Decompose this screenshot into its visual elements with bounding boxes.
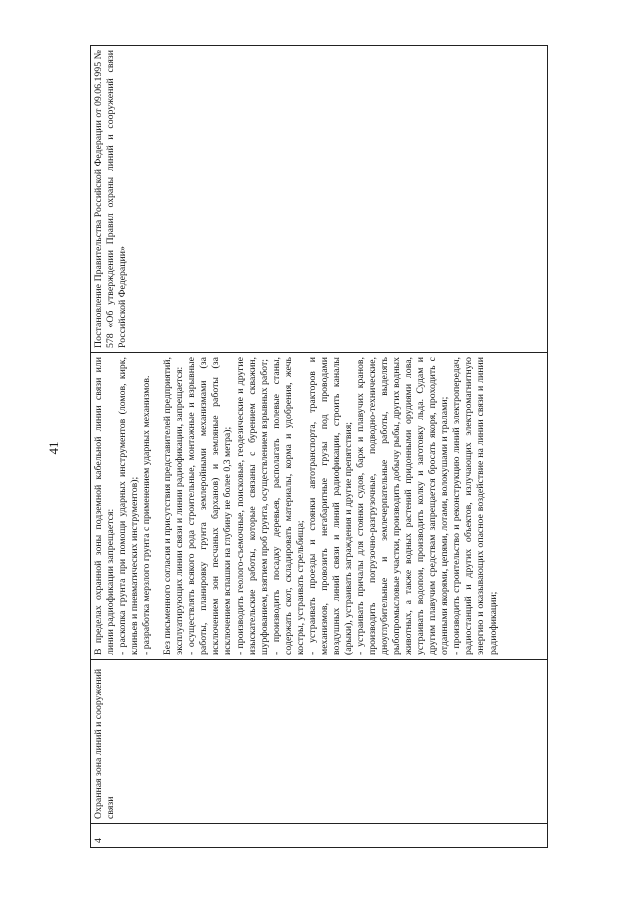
restriction-paragraph: - раскопка грунта при помощи ударных инструментов (ломов, кирк, клиньев и пневматических инструментов); (117, 357, 141, 655)
page-number: 41 (46, 441, 61, 455)
restriction-paragraph: Без письменного согласия и присутствия представителей предприятий, эксплуатирующих линии связи и линии радиофикации, запрещается: (162, 357, 186, 655)
restriction-paragraph: - устраивать проезды и стоянки автотранспорта, тракторов и механизмов, провозить негабаритные грузы под проводами воздушных линий связи и линий радиофикации, строить каналы (арыки), устраивать заграждения и другие препятствия; (306, 357, 354, 655)
restriction-paragraph: - производить геолого-съемочные, поисковые, геодезические и другие изыскательские работы, которые связаны с бурением скважин, шурфованием, взятием проб грунта, осуществлением взрывных работ; (234, 357, 270, 655)
restriction-paragraph: - разработка мерзлого грунта с применением ударных механизмов. (141, 375, 153, 655)
legal-basis: Постановление Правительства Российской Федерации от 09.06.1995 № 578 «Об утверждении Правил охраны линий и сооружений связи Российской Федерации» (91, 46, 548, 353)
restrictions-text (91, 353, 548, 660)
row-number: 4 (91, 824, 548, 848)
object-name: Охранная зона линий и сооружений связи (91, 660, 548, 824)
restriction-paragraph: - устраивать причалы для стоянки судов, барж и плавучих кранов, производить погрузочно-разгрузочные, подводно-технические, дноуглубительные и землечерпательные работы, выделять рыбопромысловые участки, производить добычу рыбы, других водных животных, а также водных растений придонными орудиями лова, устраивать водопои, производить колку и заготовку льда. Судам и другим плавучим средствам запрещается бросать якоря, проходить с отданными якорями, цепями, лотами, волокушами и тралами; (354, 357, 451, 655)
table-row (91, 46, 548, 848)
restriction-paragraph: - производить строительство и реконструкцию линий электропередач, радиостанций и других объектов, излучающих электромагнитную энергию и оказывающих опасное воздействие на линии связи и линии радиофикации; (451, 357, 499, 655)
regulations-table (90, 45, 548, 848)
restriction-paragraph: В пределах охранной зоны подземной кабельной линии связи или линии радиофикации запрещается: (93, 357, 117, 655)
restriction-paragraph: - осуществлять всякого рода строительные, монтажные и взрывные работы, планировку грунта землеройными механизмами (за исключением зон песчаных барханов) и земляные работы (за исключением вспашки на глубину не более 0,3 метра); (186, 357, 234, 655)
restriction-paragraph: - производить посадку деревьев, располагать полевые станы, содержать скот, складировать материалы, корма и удобрения, жечь костры, устраивать стрельбища; (270, 357, 306, 655)
rotated-page-content (90, 46, 548, 848)
